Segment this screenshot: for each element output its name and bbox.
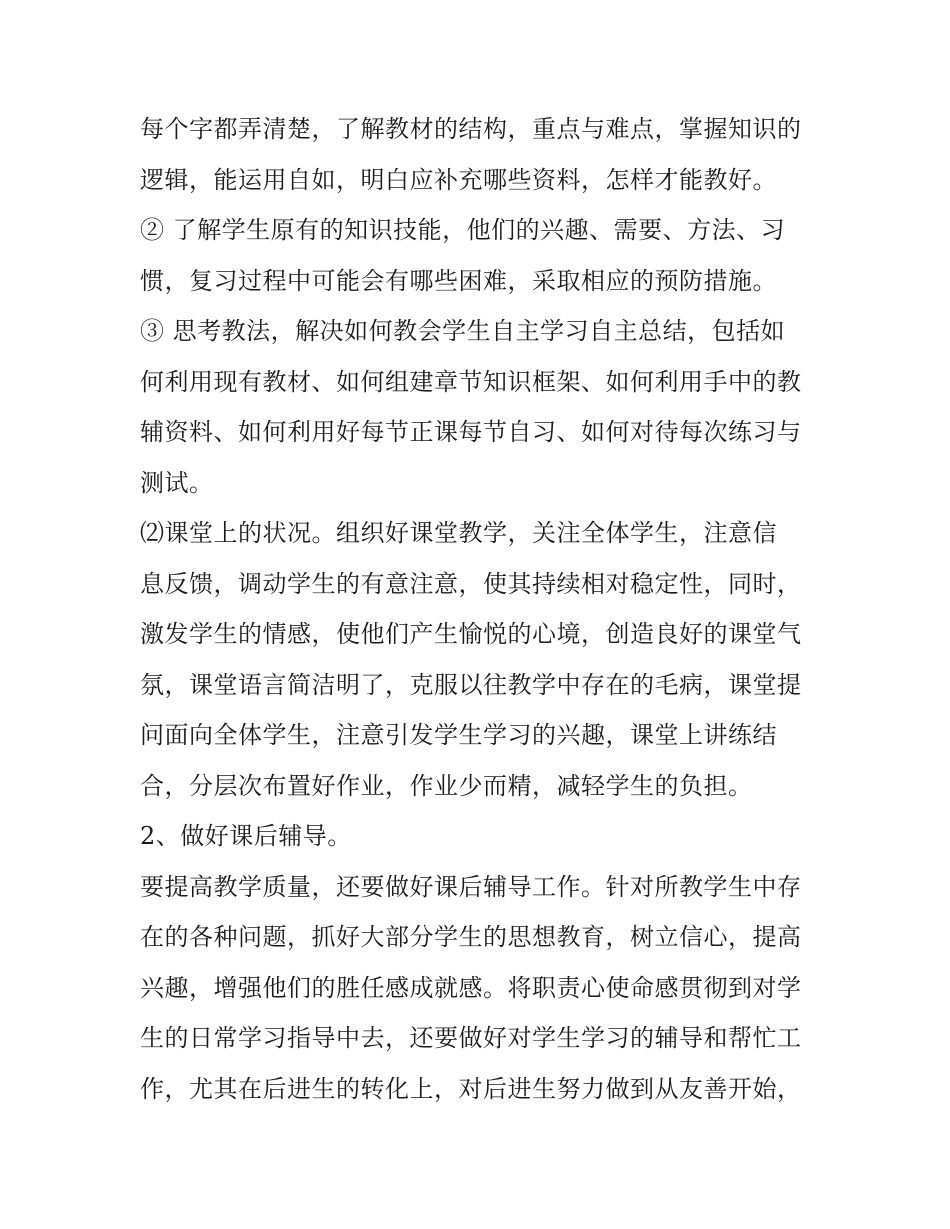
text-line: ⑵课堂上的状况。组织好课堂教学，关注全体学生，注意信 [140,519,777,547]
document-body [140,104,820,1114]
text-line: 何利用现有教材、如何组建章节知识框架、如何利用手中的教 [140,367,802,396]
text-line: 作，尤其在后进生的转化上，对后进生努力做到从友善开始， [140,1074,802,1103]
text-line: 辅资料、如何利用好每节正课每节自习、如何对待每次练习与 [140,418,802,446]
text-line: 生的日常学习指导中去，还要做好对学生学习的辅导和帮忙工 [140,1024,802,1052]
text-line: ③ 思考教法，解决如何教会学生自主学习自主总结，包括如 [140,317,786,345]
text-line: 氛，课堂语言简洁明了，克服以往教学中存在的毛病，课堂提 [140,670,802,699]
text-line: 激发学生的情感，使他们产生愉悦的心境，创造良好的课堂气 [140,620,802,648]
text-line: 在的各种问题，抓好大部分学生的思想教育，树立信心，提高 [140,923,802,951]
text-line: 惯，复习过程中可能会有哪些困难，采取相应的预防措施。 [140,266,777,295]
text-line: 每个字都弄清楚，了解教材的结构，重点与难点，掌握知识的 [140,115,802,143]
text-line: 息反馈，调动学生的有意注意，使其持续相对稳定性，同时， [140,569,802,598]
text-line: 逻辑，能运用自如，明白应补充哪些资料，怎样才能教好。 [140,165,777,194]
text-line: 要提高教学质量，还要做好课后辅导工作。针对所教学生中存 [140,872,802,901]
text-line: 合，分层次布置好作业，作业少而精，减轻学生的负担。 [140,771,753,800]
section-heading: 2、做好课后辅导。 [140,822,352,850]
text-line: 兴趣，增强他们的胜任感成就感。将职责心使命感贯彻到对学 [140,973,802,1002]
text-line: 问面向全体学生，注意引发学生学习的兴趣，课堂上讲练结 [140,721,777,749]
text-line: 测试。 [140,468,214,497]
text-line: ② 了解学生原有的知识技能，他们的兴趣、需要、方法、习 [140,216,786,244]
